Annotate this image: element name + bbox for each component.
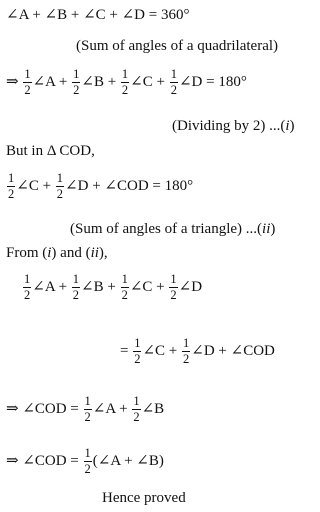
fraction-half: $\frac{1}{2}$ bbox=[170, 67, 177, 98]
fraction-half: $\frac{1}{2}$ bbox=[24, 272, 31, 303]
equation-half-angles: ⇒ $\frac{1}{2}$ ∠A + $\frac{1}{2}$ ∠B + $\frac{1}{2}$ ∠C + $\frac{1}{2}$ ∠D = 180° bbox=[6, 67, 247, 98]
fraction-half: $\frac{1}{2}$ bbox=[84, 446, 91, 477]
reason-triangle: (Sum of angles of a triangle) ...(ii) bbox=[70, 221, 276, 237]
fraction-half: $\frac{1}{2}$ bbox=[8, 171, 15, 202]
equation-angle-sum: ∠A + ∠B + ∠C + ∠D = 360° bbox=[6, 7, 190, 23]
result-cod: ⇒ ∠COD = $\frac{1}{2}$ ∠A + $\frac{1}{2}$ ∠B bbox=[6, 394, 165, 425]
fraction-half: $\frac{1}{2}$ bbox=[183, 336, 190, 367]
fraction-half: $\frac{1}{2}$ bbox=[72, 272, 80, 303]
fraction-half: $\frac{1}{2}$ bbox=[24, 67, 31, 98]
reason-dividing: (Dividing by 2) ...(i) bbox=[172, 118, 295, 134]
statement-in-triangle: But in Δ COD, bbox=[6, 143, 95, 159]
reason-quadrilateral: (Sum of angles of a quadrilateral) bbox=[76, 38, 279, 54]
expression-half-sum: $\frac{1}{2}$ ∠A + $\frac{1}{2}$ ∠B + $\frac{1}{2}$ ∠C + $\frac{1}{2}$ ∠D bbox=[24, 272, 203, 303]
fraction-half: $\frac{1}{2}$ bbox=[56, 171, 64, 202]
expression-equals: = $\frac{1}{2}$ ∠C + $\frac{1}{2}$ ∠D + ∠COD bbox=[120, 336, 275, 367]
fraction-half: $\frac{1}{2}$ bbox=[121, 67, 129, 98]
fraction-half: $\frac{1}{2}$ bbox=[133, 394, 140, 425]
conclusion: Hence proved bbox=[102, 490, 186, 506]
result-cod-factored: ⇒ ∠COD = $\frac{1}{2}$ (∠A + ∠B) bbox=[6, 446, 164, 477]
fraction-half: $\frac{1}{2}$ bbox=[134, 336, 141, 367]
fraction-half: $\frac{1}{2}$ bbox=[121, 272, 128, 303]
fraction-half: $\frac{1}{2}$ bbox=[73, 67, 80, 98]
fraction-half: $\frac{1}{2}$ bbox=[84, 394, 91, 425]
equation-triangle: $\frac{1}{2}$ ∠C + $\frac{1}{2}$ ∠D + ∠COD = 180° bbox=[8, 171, 194, 202]
statement-from-equations: From (i) and (ii), bbox=[6, 245, 108, 261]
fraction-half: $\frac{1}{2}$ bbox=[170, 272, 177, 303]
